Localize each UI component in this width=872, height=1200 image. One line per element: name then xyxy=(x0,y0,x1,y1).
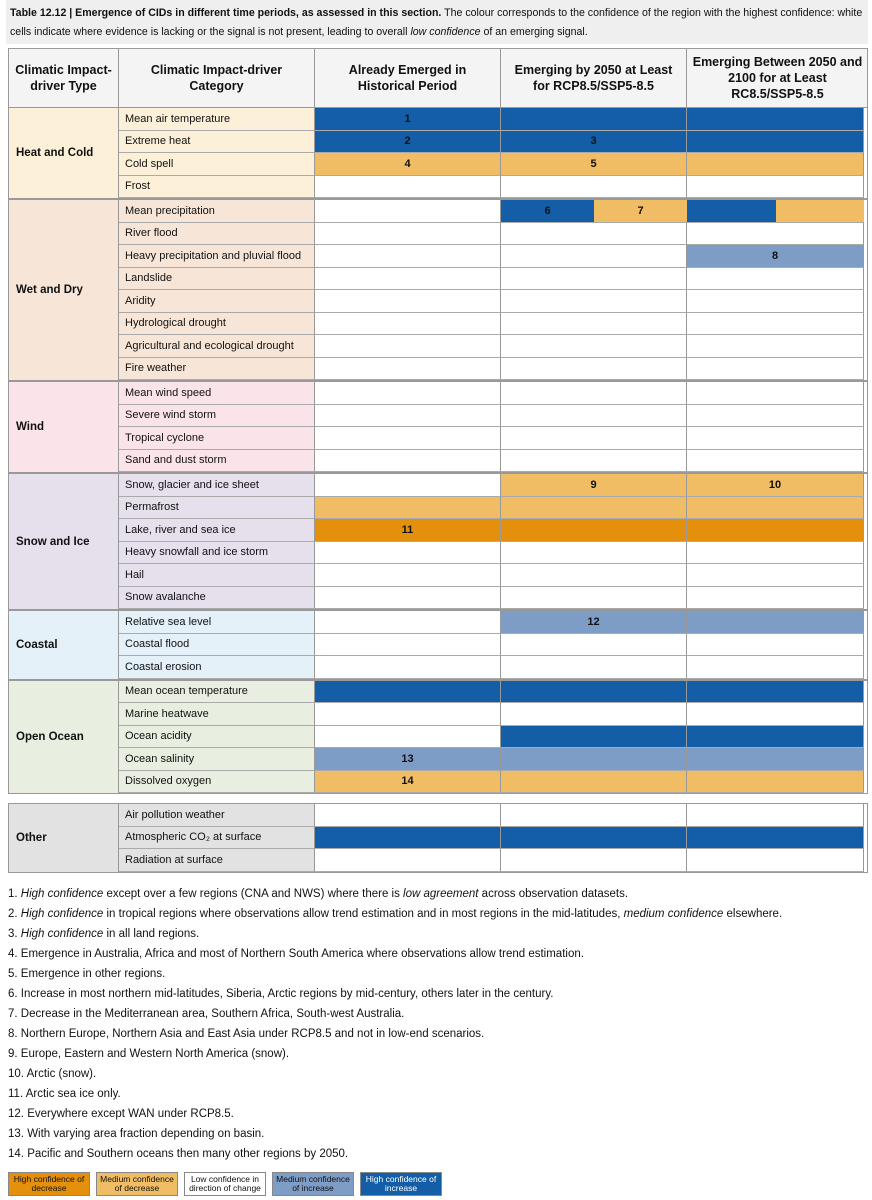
footnote xyxy=(8,1144,868,1164)
footnote-italic: low agreement xyxy=(403,888,479,900)
footnote xyxy=(8,1104,868,1124)
period-cell xyxy=(315,427,501,450)
period-cell xyxy=(501,200,687,223)
period-cell: 11 xyxy=(315,519,501,542)
period-cell: 9 xyxy=(501,474,687,497)
period-cell xyxy=(687,771,864,794)
footnote xyxy=(8,984,868,1004)
period-cell xyxy=(501,497,687,520)
table-caption xyxy=(6,0,868,44)
table-row xyxy=(119,587,867,610)
period-cell xyxy=(315,313,501,336)
period-cell xyxy=(687,131,864,154)
period-cell xyxy=(315,200,501,223)
period-cell xyxy=(687,108,864,131)
category-cell: River flood xyxy=(119,223,315,246)
category-cell: Mean ocean temperature xyxy=(119,681,315,704)
table-row xyxy=(119,313,867,336)
period-cell xyxy=(501,223,687,246)
period-cell xyxy=(315,268,501,291)
group-snow-and-ice xyxy=(8,473,868,610)
period-cell xyxy=(315,245,501,268)
footnote-number: 12. xyxy=(8,1108,28,1120)
footnote-text: across observation datasets. xyxy=(478,888,629,900)
category-cell: Marine heatwave xyxy=(119,703,315,726)
footnote-italic: High confidence xyxy=(20,908,104,920)
caption-italic: low confidence xyxy=(410,26,481,38)
caption-text-1: The colour corresponds to the confidence of the region with the highest confidence: white cells indicate where evidence is lacking or the signal is not present, leading to overall xyxy=(10,7,863,38)
period-cell xyxy=(687,587,864,610)
period-cell xyxy=(501,268,687,291)
table-row xyxy=(119,748,867,771)
period-cell xyxy=(315,726,501,749)
category-cell: Mean air temperature xyxy=(119,108,315,131)
period-cell xyxy=(501,748,687,771)
period-cell xyxy=(501,335,687,358)
group-type-label: Snow and Ice xyxy=(9,474,119,609)
period-cell xyxy=(315,474,501,497)
table-row xyxy=(119,358,867,381)
table-row xyxy=(119,611,867,634)
footnote-number: 8. xyxy=(8,1028,21,1040)
category-cell: Radiation at surface xyxy=(119,849,315,872)
period-cell: 8 xyxy=(687,245,864,268)
period-cell xyxy=(687,656,864,679)
footnote xyxy=(8,1004,868,1024)
category-cell: Atmospheric CO₂ at surface xyxy=(119,827,315,850)
category-cell: Permafrost xyxy=(119,497,315,520)
period-cell xyxy=(501,726,687,749)
legend-medium_increase: Medium confidence of increase xyxy=(272,1172,354,1196)
footnote xyxy=(8,1024,868,1044)
category-cell: Hail xyxy=(119,564,315,587)
category-cell: Extreme heat xyxy=(119,131,315,154)
table-row xyxy=(119,290,867,313)
caption-title: Table 12.12 | Emergence of CIDs in different time periods, as assessed in this section. xyxy=(10,7,442,19)
period-cell xyxy=(315,176,501,199)
table-row xyxy=(119,703,867,726)
period-cell xyxy=(315,290,501,313)
header-cid-category: Climatic Impact-driver Category xyxy=(119,49,315,107)
table-row xyxy=(119,131,867,154)
category-cell: Cold spell xyxy=(119,153,315,176)
footnote-text: Europe, Eastern and Western North America (snow). xyxy=(20,1048,290,1060)
category-cell: Fire weather xyxy=(119,358,315,381)
period-cell xyxy=(501,427,687,450)
period-cell xyxy=(501,771,687,794)
period-cell xyxy=(315,405,501,428)
period-cell xyxy=(501,656,687,679)
table-row xyxy=(119,382,867,405)
group-wet-and-dry xyxy=(8,199,868,381)
period-cell xyxy=(501,450,687,473)
period-cell xyxy=(687,176,864,199)
table-row xyxy=(119,542,867,565)
category-cell: Ocean salinity xyxy=(119,748,315,771)
period-cell: 3 xyxy=(501,131,687,154)
group-type-label: Other xyxy=(9,804,119,872)
footnote-text: Arctic sea ice only. xyxy=(25,1088,121,1100)
period-cell xyxy=(687,153,864,176)
category-cell: Landslide xyxy=(119,268,315,291)
footnote-italic: High confidence xyxy=(20,928,104,940)
category-cell: Frost xyxy=(119,176,315,199)
period-cell xyxy=(687,804,864,827)
period-cell: 1 xyxy=(315,108,501,131)
period-cell xyxy=(315,223,501,246)
group-other xyxy=(8,803,868,873)
period-cell xyxy=(687,290,864,313)
period-cell xyxy=(501,849,687,872)
footnote xyxy=(8,884,868,904)
period-cell: 13 xyxy=(315,748,501,771)
period-cell xyxy=(501,108,687,131)
period-cell xyxy=(687,726,864,749)
footnote-number: 9. xyxy=(8,1048,21,1060)
footnote-text: Decrease in the Mediterranean area, Southern Africa, South-west Australia. xyxy=(20,1008,405,1020)
footnote-number: 14. xyxy=(8,1148,28,1160)
period-cell xyxy=(315,335,501,358)
period-cell xyxy=(687,358,864,381)
footnote-number: 6. xyxy=(8,988,21,1000)
period-cell: 2 xyxy=(315,131,501,154)
footnote-text: Emergence in other regions. xyxy=(20,968,166,980)
period-cell xyxy=(315,827,501,850)
period-cell: 14 xyxy=(315,771,501,794)
footnote-text: Increase in most northern mid-latitudes, Siberia, Arctic regions by mid-century, others later in the century. xyxy=(20,988,554,1000)
table-header xyxy=(8,48,868,108)
period-cell xyxy=(687,200,864,223)
footnote-number: 5. xyxy=(8,968,21,980)
table-row xyxy=(119,153,867,176)
period-cell xyxy=(501,542,687,565)
period-cell xyxy=(687,542,864,565)
table-row xyxy=(119,726,867,749)
footnote-text: Arctic (snow). xyxy=(26,1068,97,1080)
category-cell: Hydrological drought xyxy=(119,313,315,336)
period-cell xyxy=(687,450,864,473)
table-row xyxy=(119,405,867,428)
footnote xyxy=(8,1124,868,1144)
period-cell xyxy=(501,804,687,827)
table-row xyxy=(119,656,867,679)
footnote-number: 13. xyxy=(8,1128,28,1140)
period-cell xyxy=(501,382,687,405)
table-row xyxy=(119,200,867,223)
period-cell xyxy=(315,849,501,872)
footnote xyxy=(8,964,868,984)
footnote xyxy=(8,1064,868,1084)
period-subcell: 7 xyxy=(594,200,687,222)
table-row xyxy=(119,771,867,794)
category-cell: Ocean acidity xyxy=(119,726,315,749)
period-subcell xyxy=(687,200,776,222)
table-row xyxy=(119,497,867,520)
period-cell xyxy=(501,405,687,428)
category-cell: Snow avalanche xyxy=(119,587,315,610)
footnote-number: 10. xyxy=(8,1068,27,1080)
period-cell xyxy=(687,335,864,358)
period-cell xyxy=(501,313,687,336)
footnote xyxy=(8,924,868,944)
header-cid-type: Climatic Impact-driver Type xyxy=(9,49,119,107)
footnote-italic: medium confidence xyxy=(623,908,724,920)
period-cell xyxy=(501,176,687,199)
group-type-label: Open Ocean xyxy=(9,681,119,794)
period-cell xyxy=(687,681,864,704)
table-row xyxy=(119,450,867,473)
group-wind xyxy=(8,381,868,473)
period-cell xyxy=(687,268,864,291)
period-cell: 5 xyxy=(501,153,687,176)
period-cell xyxy=(501,827,687,850)
table-row xyxy=(119,804,867,827)
category-cell: Mean wind speed xyxy=(119,382,315,405)
table-row xyxy=(119,474,867,497)
period-cell xyxy=(687,497,864,520)
group-type-label: Wind xyxy=(9,382,119,472)
period-cell xyxy=(687,849,864,872)
period-cell xyxy=(315,681,501,704)
legend-low: Low confidence in direction of change xyxy=(184,1172,266,1196)
legend-high_decrease: High confidence of decrease xyxy=(8,1172,90,1196)
category-cell: Lake, river and sea ice xyxy=(119,519,315,542)
table-row xyxy=(119,335,867,358)
period-cell xyxy=(315,804,501,827)
footnote-text: in all land regions. xyxy=(103,928,200,940)
period-cell xyxy=(687,223,864,246)
period-cell xyxy=(315,656,501,679)
table-row xyxy=(119,268,867,291)
group-coastal xyxy=(8,610,868,680)
header-emerging-2100: Emerging Between 2050 and 2100 for at Least RC8.5/SSP5-8.5 xyxy=(692,55,863,101)
category-cell: Aridity xyxy=(119,290,315,313)
footnote-number: 2. xyxy=(8,908,21,920)
footnote xyxy=(8,944,868,964)
category-cell: Heavy snowfall and ice storm xyxy=(119,542,315,565)
footnote-number: 11. xyxy=(8,1088,26,1100)
table-row xyxy=(119,427,867,450)
period-cell xyxy=(687,611,864,634)
category-cell: Sand and dust storm xyxy=(119,450,315,473)
footnotes xyxy=(8,884,868,1164)
period-cell xyxy=(687,519,864,542)
period-cell xyxy=(501,519,687,542)
period-cell xyxy=(315,634,501,657)
footnote-number: 7. xyxy=(8,1008,21,1020)
footnote-italic: High confidence xyxy=(20,888,104,900)
table-row xyxy=(119,564,867,587)
category-cell: Coastal erosion xyxy=(119,656,315,679)
footnote xyxy=(8,1044,868,1064)
group-type-label: Wet and Dry xyxy=(9,200,119,380)
table-row xyxy=(119,245,867,268)
group-open-ocean xyxy=(8,680,868,795)
table-row xyxy=(119,681,867,704)
category-cell: Snow, glacier and ice sheet xyxy=(119,474,315,497)
legend-medium_decrease: Medium confidence of decrease xyxy=(96,1172,178,1196)
table-row xyxy=(119,634,867,657)
period-cell xyxy=(687,827,864,850)
legend-high_increase: High confidence of increase xyxy=(360,1172,442,1196)
caption-text-2: of an emerging signal. xyxy=(480,26,588,38)
footnote-text: Everywhere except WAN under RCP8.5. xyxy=(27,1108,234,1120)
group-type-label: Heat and Cold xyxy=(9,108,119,198)
table-row xyxy=(119,827,867,850)
category-cell: Coastal flood xyxy=(119,634,315,657)
category-cell: Relative sea level xyxy=(119,611,315,634)
period-cell xyxy=(501,290,687,313)
period-cell xyxy=(501,634,687,657)
table-row xyxy=(119,176,867,199)
category-cell: Tropical cyclone xyxy=(119,427,315,450)
footnote-number: 3. xyxy=(8,928,21,940)
footnote xyxy=(8,904,868,924)
footnote-number: 1. xyxy=(8,888,21,900)
period-cell xyxy=(687,405,864,428)
table-row xyxy=(119,108,867,131)
period-cell xyxy=(315,587,501,610)
group-heat-and-cold xyxy=(8,107,868,199)
cid-emergence-table xyxy=(8,48,868,866)
period-cell xyxy=(315,611,501,634)
period-cell xyxy=(315,382,501,405)
period-cell xyxy=(501,681,687,704)
footnote-text: Pacific and Southern oceans then many other regions by 2050. xyxy=(27,1148,349,1160)
period-cell xyxy=(501,245,687,268)
category-cell: Heavy precipitation and pluvial flood xyxy=(119,245,315,268)
header-already-emerged: Already Emerged in Historical Period xyxy=(315,49,501,107)
category-cell: Severe wind storm xyxy=(119,405,315,428)
period-cell xyxy=(501,587,687,610)
category-cell: Agricultural and ecological drought xyxy=(119,335,315,358)
period-cell: 10 xyxy=(687,474,864,497)
period-cell xyxy=(687,382,864,405)
footnote-text: elsewhere. xyxy=(723,908,783,920)
period-cell xyxy=(501,564,687,587)
period-cell xyxy=(687,748,864,771)
table-row xyxy=(119,223,867,246)
footnote-text: in tropical regions where observations allow trend estimation and in most regions in the mid-latitudes, xyxy=(103,908,624,920)
footnote-text: Emergence in Australia, Africa and most of Northern South America where observations allow trend estimation. xyxy=(20,948,584,960)
period-cell: 12 xyxy=(501,611,687,634)
footnote xyxy=(8,1084,868,1104)
period-cell xyxy=(501,703,687,726)
header-emerging-2050: Emerging by 2050 at Least for RCP8.5/SSP5-8.5 xyxy=(501,49,687,107)
table-row xyxy=(119,519,867,542)
category-cell: Dissolved oxygen xyxy=(119,771,315,794)
period-cell xyxy=(501,358,687,381)
period-cell xyxy=(687,427,864,450)
period-cell xyxy=(315,450,501,473)
footnote-text: Northern Europe, Northern Asia and East Asia under RCP8.5 and not in low-end scenarios. xyxy=(20,1028,485,1040)
period-cell: 4 xyxy=(315,153,501,176)
period-cell xyxy=(687,313,864,336)
period-cell xyxy=(687,634,864,657)
category-cell: Air pollution weather xyxy=(119,804,315,827)
period-cell xyxy=(315,564,501,587)
footnote-number: 4. xyxy=(8,948,21,960)
footnote-text: except over a few regions (CNA and NWS) where there is xyxy=(103,888,404,900)
period-cell xyxy=(315,542,501,565)
category-cell: Mean precipitation xyxy=(119,200,315,223)
period-subcell: 6 xyxy=(501,200,594,222)
footnote-text: With varying area fraction depending on basin. xyxy=(27,1128,265,1140)
period-cell xyxy=(315,703,501,726)
group-type-label: Coastal xyxy=(9,611,119,679)
table-row xyxy=(119,849,867,872)
period-cell xyxy=(687,703,864,726)
period-cell xyxy=(687,564,864,587)
period-cell xyxy=(315,358,501,381)
period-subcell xyxy=(776,200,865,222)
period-cell xyxy=(315,497,501,520)
